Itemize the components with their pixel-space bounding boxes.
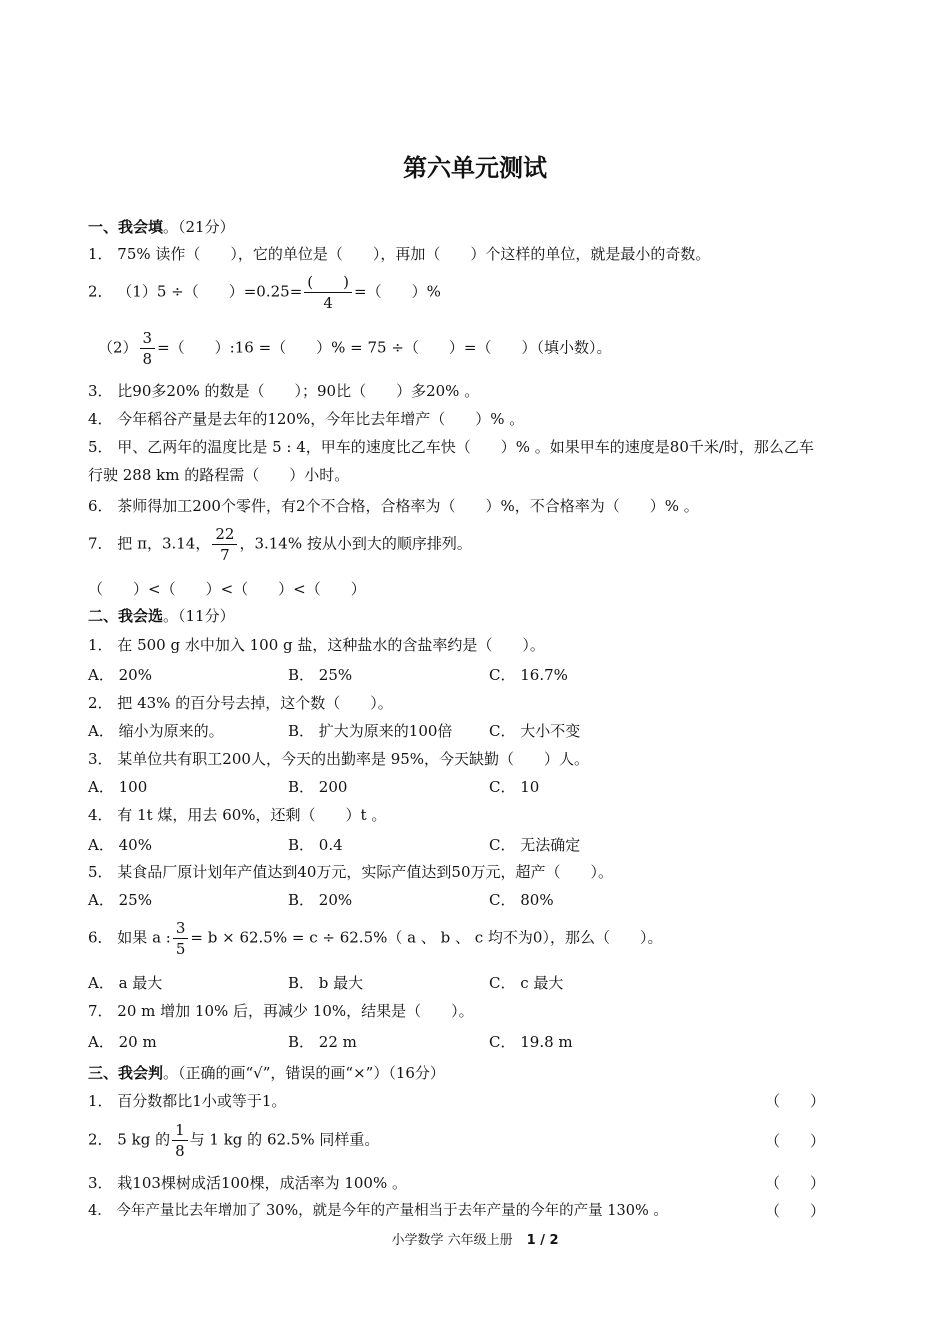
page-title: 第六单元测试 [403,154,547,182]
s2-q2-option-c: C． 大小不变 [489,722,581,740]
s1-question-6: 6． 茶师得加工200个零件，有2个不合格，合格率为（ ）%，不合格率为（ ）% 。 [88,497,699,515]
s3-question-4: 4． 今年产量比去年增加了 30%，就是今年的产量相当于去年产量的今年的产量 130% 。 [88,1203,668,1219]
s1-question-3: 3． 比90多20% 的数是（ ）；90比（ ）多20% 。 [88,382,480,400]
s3-q2-post: 与 1 kg 的 62.5% 同样重。 [189,1130,380,1149]
s2-q4-option-a: A． 40% [88,836,152,854]
s1-question-7 [88,524,472,565]
s2-q4-option-b: B． 0.4 [288,836,343,854]
s3-q2-fraction [172,1120,188,1161]
s1-question-1: 1． 75% 读作（ ），它的单位是（ ），再加（ ）个这样的单位，就是最小的奇数。 [88,245,711,263]
fraction-numerator: 3 [173,918,189,939]
s2-q6-pre: 6． 如果 a : [88,928,171,947]
s2-question-6 [88,918,662,959]
s3-q1-answer-paren: （ ） [765,1092,826,1110]
fraction-numerator: 22 [212,524,237,545]
s1-q7-pre: 7． 把 π，3.14， [88,534,211,553]
s3-q2-answer-paren: （ ） [765,1132,826,1150]
page-number: 1 / 2 [526,1233,559,1248]
s2-q6-option-b: B． b 最大 [288,974,364,992]
section-2-heading [88,605,235,627]
s3-q2-pre: 2． 5 kg 的 [88,1130,171,1149]
s1-q2-1-pre: 2． （1）5 ÷（ ）=0.25= [88,282,303,301]
s3-q4-answer-paren: （ ） [765,1202,826,1220]
s2-q2-option-b: B． 扩大为原来的100倍 [288,722,453,740]
s2-question-3: 3． 某单位共有职工200人，今天的出勤率是 95%，今天缺勤（ ）人。 [88,750,590,768]
s3-question-3: 3． 栽103棵树成活100棵，成活率为 100% 。 [88,1174,407,1192]
s2-q7-option-a: A． 20 m [88,1033,157,1051]
fraction-denominator: 7 [220,546,230,564]
s2-q3-option-b: B． 200 [288,778,348,796]
s1-q7-fraction [212,524,237,565]
s1-q2-2-fraction [140,328,156,369]
s1-q2-2-pre: （2） [98,338,138,357]
s2-q6-option-a: A． a 最大 [88,974,163,992]
fraction-denominator: 5 [175,940,186,958]
section-3-heading [88,1062,445,1084]
s2-q1-option-c: C． 16.7% [489,666,568,684]
section-3-label: 三、我会判 [88,1064,164,1082]
fraction-denominator: 4 [323,294,333,312]
page-footer [0,1229,950,1248]
section-1-heading [88,216,235,238]
s2-q5-option-c: C． 80% [489,891,554,909]
s1-q2-1-post: =（ ）% [354,282,441,301]
s2-q7-option-b: B． 22 m [288,1033,357,1051]
s3-question-1: 1． 百分数都比1小或等于1。 [88,1092,287,1110]
section-3-points: 。（正确的画“√”，错误的画“×”）（16分） [163,1064,445,1082]
fraction-numerator: 1 [172,1120,188,1141]
s2-q3-option-a: A． 100 [88,778,148,796]
s2-q6-option-c: C． c 最大 [489,974,564,992]
s3-q3-answer-paren: （ ） [765,1174,826,1192]
fraction-numerator: ( ) [304,272,352,293]
section-2-points: 。（11分） [163,607,235,625]
s2-question-4: 4． 有 1t 煤，用去 60%，还剩（ ）t 。 [88,806,387,824]
s2-q4-option-c: C． 无法确定 [489,836,581,854]
s1-q2-2-post: =（ ）:16 =（ ）% = 75 ÷（ ）=（ ）（填小数）。 [157,338,612,357]
fraction-denominator: 8 [142,350,153,368]
s1-question-2-2 [98,328,612,369]
s2-question-2: 2． 把 43% 的百分号去掉，这个数（ ）。 [88,694,393,712]
s1-q7-post: ，3.14% 按从小到大的顺序排列。 [239,534,472,553]
fraction-denominator: 8 [175,1142,185,1160]
fraction-numerator: 3 [140,328,156,349]
s2-q1-option-b: B． 25% [288,666,353,684]
section-1-label: 一、我会填 [88,218,164,236]
s2-q3-option-c: C． 10 [489,778,540,796]
s2-q6-fraction [173,918,189,959]
s2-question-5: 5． 某食品厂原计划年产值达到40万元，实际产值达到50万元，超产（ ）。 [88,863,613,881]
s2-question-7: 7． 20 m 增加 10% 后，再减少 10%，结果是（ ）。 [88,1002,474,1020]
s3-question-2 [88,1120,379,1161]
s2-q5-option-a: A． 25% [88,891,152,909]
s2-q5-option-b: B． 20% [288,891,353,909]
s1-question-5-line-1: 5． 甲、乙两年的温度比是 5 : 4，甲车的速度比乙车快（ ）% 。如果甲车的速度是80千米/时，那么乙车 [88,438,814,456]
footer-text: 小学数学 六年级上册 [391,1233,513,1248]
s1-question-4: 4． 今年稻谷产量是去年的120%，今年比去年增产（ ）% 。 [88,410,525,428]
s2-question-1: 1． 在 500 g 水中加入 100 g 盐，这种盐水的含盐率约是（ ）。 [88,636,545,654]
s2-q1-option-a: A． 20% [88,666,152,684]
s2-q6-post: = b × 62.5% = c ÷ 62.5%（ a 、 b 、 c 均不为0），那么（ ）。 [190,928,663,947]
s1-question-2-1 [88,272,441,313]
section-2-label: 二、我会选 [88,607,164,625]
s1-question-5-line-2: 行驶 288 km 的路程需（ ）小时。 [88,466,350,484]
section-1-points: 。（21分） [163,218,235,236]
s2-q2-option-a: A． 缩小为原来的。 [88,722,224,740]
s1-question-7-answer: （ ）<（ ）<（ ）<（ ） [88,580,366,598]
s2-q7-option-c: C． 19.8 m [489,1033,573,1051]
s1-q2-1-fraction [304,272,352,313]
